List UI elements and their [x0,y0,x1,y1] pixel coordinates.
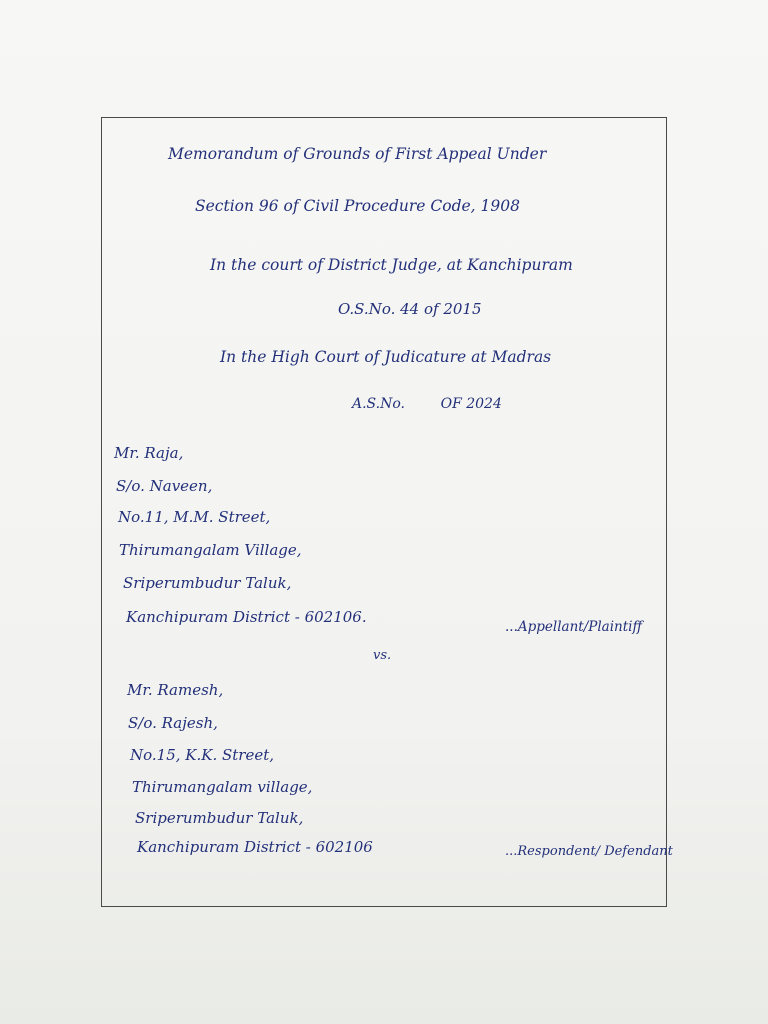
appellant-taluk: Sriperumbudur Taluk, [123,574,292,592]
appellant-name: Mr. Raja, [114,444,184,462]
respondent-village: Thirumangalam village, [132,778,313,796]
document-heading-line-2: Section 96 of Civil Procedure Code, 1908 [195,197,520,215]
respondent-parentage: S/o. Rajesh, [128,714,218,732]
appeal-number: A.S.No. OF 2024 [352,396,502,412]
lower-court-name: In the court of District Judge, at Kanchipuram [210,256,573,274]
appellant-parentage: S/o. Naveen, [116,477,213,495]
lower-court-case-number: O.S.No. 44 of 2015 [338,300,482,318]
document-heading-line-1: Memorandum of Grounds of First Appeal Under [168,145,547,163]
appellant-district: Kanchipuram District - 602106. [126,608,367,626]
respondent-name: Mr. Ramesh, [127,681,224,699]
appellant-role: ...Appellant/Plaintiff [505,619,643,635]
respondent-taluk: Sriperumbudur Taluk, [135,809,304,827]
appellant-village: Thirumangalam Village, [119,541,302,559]
high-court-name: In the High Court of Judicature at Madras [220,348,552,366]
appellant-door-street: No.11, M.M. Street, [118,508,271,526]
respondent-door-street: No.15, K.K. Street, [130,746,275,764]
respondent-role: ...Respondent/ Defendant [505,844,673,859]
respondent-district: Kanchipuram District - 602106 [137,838,373,856]
versus-label: vs. [373,648,392,663]
